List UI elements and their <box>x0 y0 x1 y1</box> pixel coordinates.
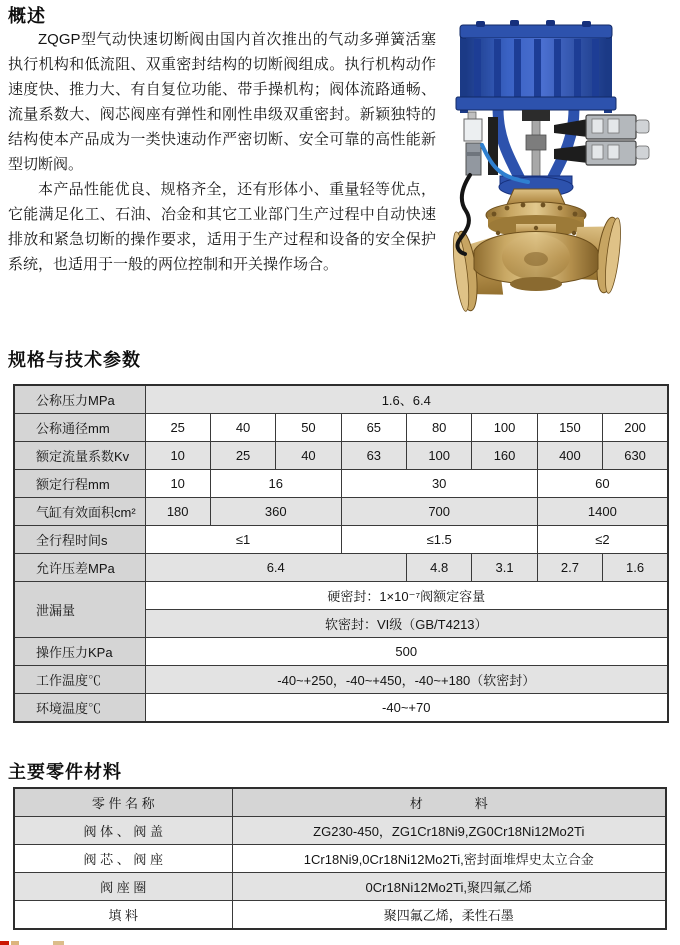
spec-row-label: 环境温度℃ <box>14 694 145 723</box>
spec-table-body <box>14 385 668 722</box>
spec-cell: 50 <box>276 414 341 442</box>
spec-table-row <box>14 414 668 442</box>
materials-header-row <box>14 788 666 817</box>
spec-cell: 6.4 <box>145 554 407 582</box>
spec-row-label: 泄漏量 <box>14 582 145 638</box>
materials-table-body <box>14 788 666 929</box>
spec-table-row <box>14 498 668 526</box>
spec-table-row <box>14 694 668 723</box>
spec-table-row <box>14 666 668 694</box>
spec-cell: 630 <box>603 442 668 470</box>
materials-material-cell: 聚四氟乙烯，柔性石墨 <box>232 901 666 930</box>
spec-row-label: 允许压差MPa <box>14 554 145 582</box>
spec-cell: 10 <box>145 442 210 470</box>
materials-header-material: 材 料 <box>232 788 666 817</box>
overview-section-title: 概述 <box>8 6 46 26</box>
actuator-cylinder <box>456 20 616 121</box>
materials-part-cell: 阀 芯 、 阀 座 <box>14 845 232 873</box>
spec-cell: 30 <box>341 470 537 498</box>
spec-cell: 1.6、6.4 <box>145 385 668 414</box>
spec-cell: 2.7 <box>537 554 602 582</box>
spec-cell: 400 <box>537 442 602 470</box>
materials-part-cell: 填 料 <box>14 901 232 930</box>
spec-cell: 500 <box>145 638 668 666</box>
spec-row-label: 额定行程mm <box>14 470 145 498</box>
spec-cell: 硬密封：1×10⁻⁷阀额定容量 <box>145 582 668 610</box>
spec-cell: 3.1 <box>472 554 537 582</box>
footer-logo-fragment-tan2 <box>53 941 64 945</box>
spec-cell: 16 <box>210 470 341 498</box>
spec-row-label: 公称压力MPa <box>14 385 145 414</box>
spec-cell: 160 <box>472 442 537 470</box>
spec-table-row <box>14 638 668 666</box>
overview-paragraph-2: 本产品性能优良、规格齐全，还有形体小、重量轻等优点，它能满足化工、石油、冶金和其它工业部门生产过程中自动快速排放和紧急切断的操作要求，适用于生产过程和设备的安全保护系统，也适用于一般的两位控制和开关操作场合。 <box>8 181 436 273</box>
spec-row-label: 额定流量系数Kv <box>14 442 145 470</box>
spec-table <box>13 384 669 723</box>
materials-material-cell: 0Cr18Ni12Mo2Ti,聚四氟乙烯 <box>232 873 666 901</box>
materials-part-cell: 阀 体 、 阀 盖 <box>14 817 232 845</box>
spec-cell: 40 <box>210 414 275 442</box>
spec-cell: -40~+250，-40~+450，-40~+180（软密封） <box>145 666 668 694</box>
spec-row-label: 气缸有效面积cm² <box>14 498 145 526</box>
spec-cell: 180 <box>145 498 210 526</box>
spec-table-row <box>14 554 668 582</box>
spec-table-row <box>14 470 668 498</box>
spec-cell: 63 <box>341 442 406 470</box>
spec-cell: ≤1.5 <box>341 526 537 554</box>
spec-cell: 25 <box>210 442 275 470</box>
overview-paragraph-1: ZQGP型气动快速切断阀由国内首次推出的气动多弹簧活塞执行机构和低流阻、双重密封结构的切断阀组成。执行机构动作速度快、推力大、有自复位功能、带手操机构；阀体流路通畅、流量系数大、阀芯阀座有弹性和刚性串级双重密封。新颖独特的结构使本产品成为一类快速动作严密切断、安全可靠的高性能新型切断阀。 <box>8 31 436 173</box>
specs-section-title: 规格与技术参数 <box>8 350 141 370</box>
spec-table-row <box>14 582 668 610</box>
spec-cell: 700 <box>341 498 537 526</box>
spec-table-row <box>14 526 668 554</box>
spec-cell: 40 <box>276 442 341 470</box>
spec-cell: ≤2 <box>537 526 668 554</box>
valve-body <box>450 189 623 312</box>
spec-cell: 10 <box>145 470 210 498</box>
spec-cell: 4.8 <box>407 554 472 582</box>
materials-table <box>13 787 667 930</box>
materials-section-title: 主要零件材料 <box>8 762 122 782</box>
spec-cell: 1.6 <box>603 554 668 582</box>
spec-cell: 100 <box>407 442 472 470</box>
footer-logo-fragment-tan1 <box>11 941 19 945</box>
spec-cell: -40~+70 <box>145 694 668 723</box>
nameplate-mark <box>524 252 548 266</box>
spec-cell: 60 <box>537 470 668 498</box>
materials-material-cell: ZG230-450，ZG1Cr18Ni9,ZG0Cr18Ni12Mo2Ti <box>232 817 666 845</box>
materials-table-row <box>14 845 666 873</box>
materials-table-row <box>14 873 666 901</box>
spec-cell: 200 <box>603 414 668 442</box>
materials-material-cell: 1Cr18Ni9,0Cr18Ni12Mo2Ti,密封面堆焊史太立合金 <box>232 845 666 873</box>
spec-row-label: 全行程时间s <box>14 526 145 554</box>
footer-logo-fragment-red <box>0 941 9 945</box>
materials-table-row <box>14 901 666 930</box>
spec-row-label: 公称通径mm <box>14 414 145 442</box>
spec-cell: 360 <box>210 498 341 526</box>
spec-cell: 65 <box>341 414 406 442</box>
spec-table-row <box>14 442 668 470</box>
spec-cell: 100 <box>472 414 537 442</box>
spec-row-label: 操作压力KPa <box>14 638 145 666</box>
spec-cell: ≤1 <box>145 526 341 554</box>
spec-cell: 软密封：VI级（GB/T4213） <box>145 610 668 638</box>
spec-table-row <box>14 385 668 414</box>
spec-cell: 80 <box>407 414 472 442</box>
product-photo-valve <box>436 18 676 320</box>
spec-cell: 25 <box>145 414 210 442</box>
materials-table-row <box>14 817 666 845</box>
spec-row-label: 工作温度℃ <box>14 666 145 694</box>
spec-cell: 150 <box>537 414 602 442</box>
spec-cell: 1400 <box>537 498 668 526</box>
materials-header-part: 零 件 名 称 <box>14 788 232 817</box>
materials-part-cell: 阀 座 圈 <box>14 873 232 901</box>
valve-stem <box>526 110 546 184</box>
overview-text <box>8 27 436 277</box>
